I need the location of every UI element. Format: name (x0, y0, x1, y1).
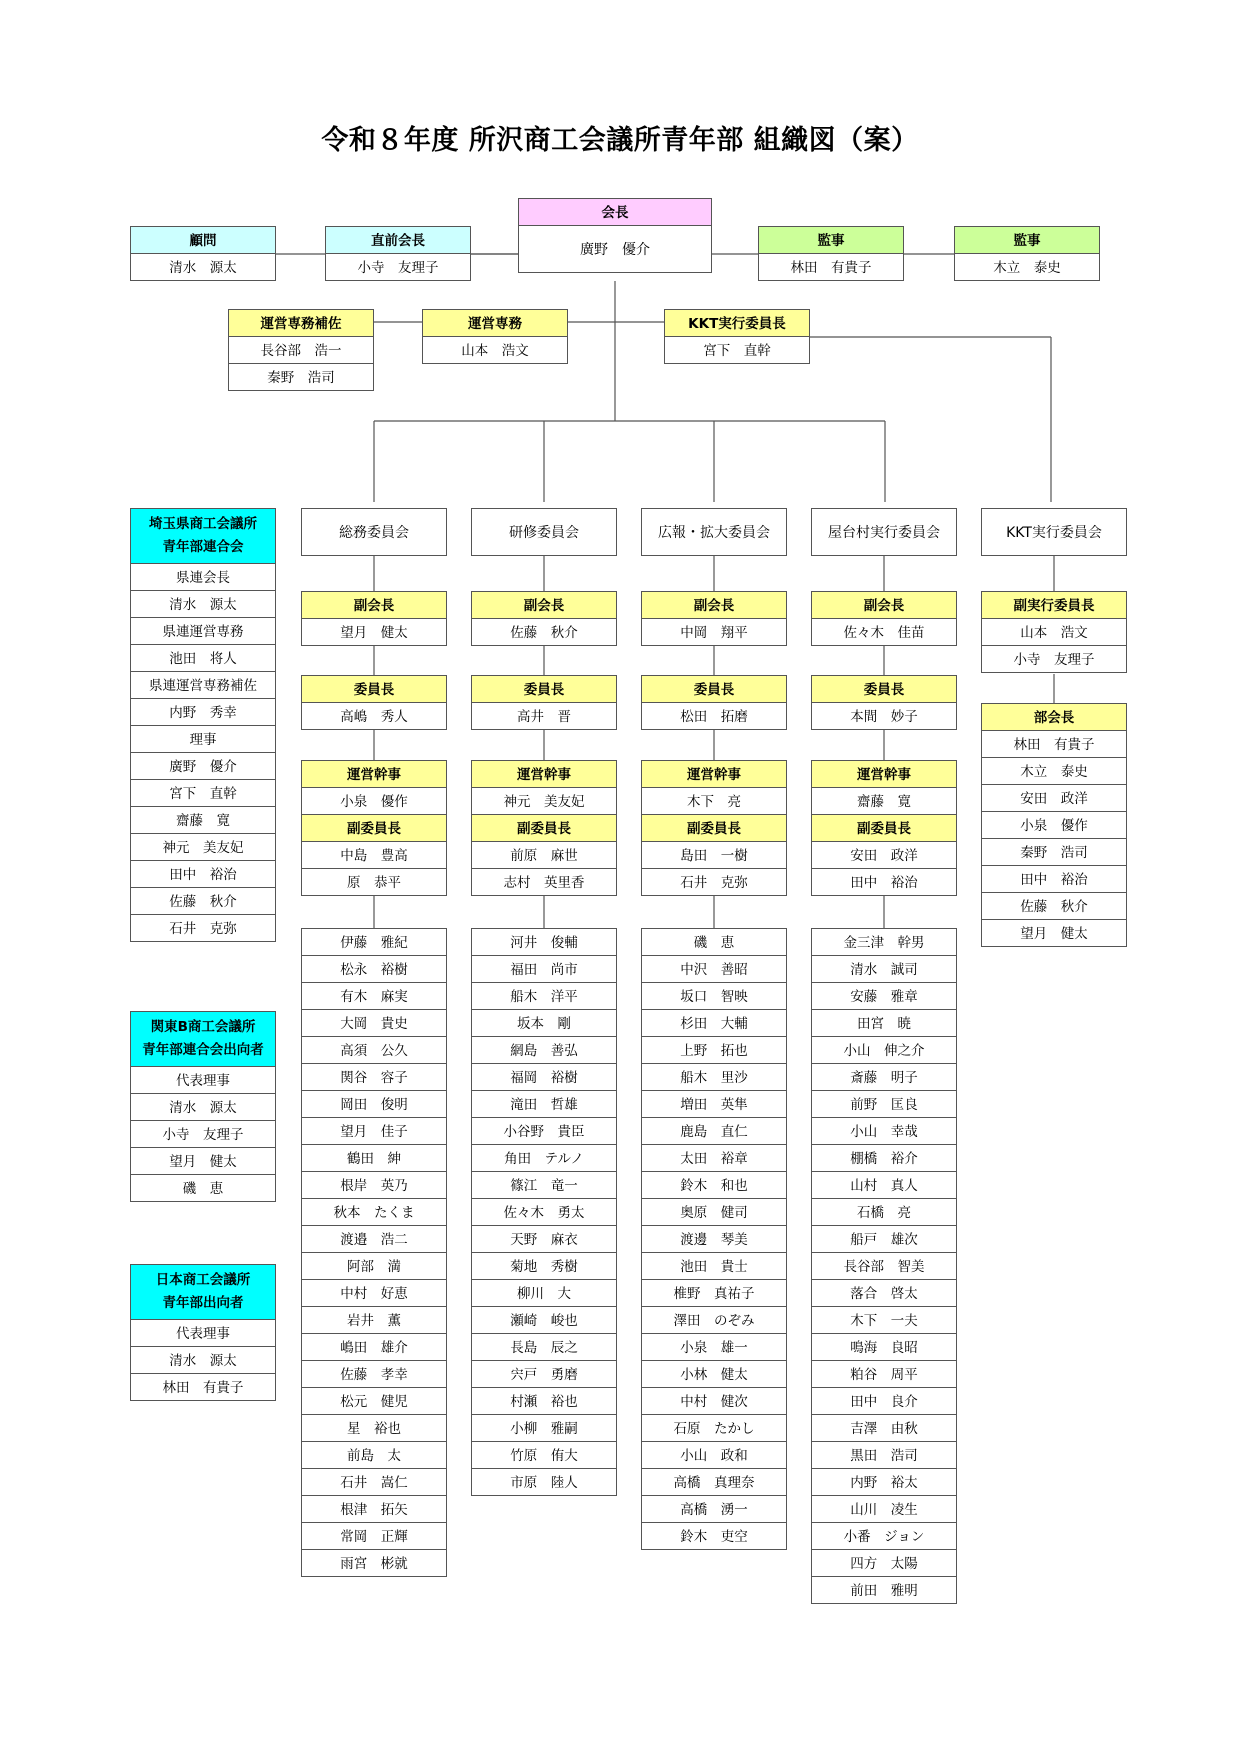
member-name: 鹿島 直仁 (641, 1117, 787, 1145)
chairperson-role: 委員長 (301, 675, 447, 703)
member-name: 長谷部 智美 (811, 1252, 957, 1280)
chairperson-box (471, 675, 617, 730)
japan-chamber-box-title (130, 1264, 276, 1320)
manager-box (301, 760, 447, 896)
member-name: 根岸 英乃 (301, 1171, 447, 1199)
member-name: 田中 良介 (811, 1387, 957, 1415)
member-name: 小谷野 貴臣 (471, 1117, 617, 1145)
saitama-federation-box-role: 県連運営専務補佐 (130, 671, 276, 699)
member-name: 竹原 侑大 (471, 1441, 617, 1469)
exec-assistant-box-name: 秦野 浩司 (228, 363, 374, 391)
manager-role: 運営幹事 (641, 760, 787, 788)
saitama-federation-box-name: 宮下 直幹 (130, 779, 276, 807)
member-list (471, 928, 617, 1496)
kkt-dept-name: 安田 政洋 (981, 784, 1127, 812)
member-name: 上野 拓也 (641, 1036, 787, 1064)
member-name: 宍戸 勇磨 (471, 1360, 617, 1388)
saitama-federation-box-role: 県連運営専務 (130, 617, 276, 645)
member-name: 小山 政和 (641, 1441, 787, 1469)
member-list (301, 928, 447, 1577)
member-name: 小柳 雅嗣 (471, 1414, 617, 1442)
member-name: 内野 裕太 (811, 1468, 957, 1496)
kkt-chair-box-role: KKT実行委員長 (664, 309, 810, 337)
manager-name: 神元 美友妃 (471, 787, 617, 815)
chairperson-name: 高嶋 秀人 (301, 702, 447, 730)
member-name: 有木 麻実 (301, 982, 447, 1010)
member-name: 嶋田 雄介 (301, 1333, 447, 1361)
member-list (641, 928, 787, 1550)
saitama-federation-box-title-line: 青年部連合会 (162, 539, 244, 555)
member-name: 佐藤 孝幸 (301, 1360, 447, 1388)
kanto-b-federation-box-name: 望月 健太 (130, 1147, 276, 1175)
page-title: 令和８年度 所沢商工会議所青年部 組織図（案） (321, 125, 919, 156)
chairperson-name: 本間 妙子 (811, 702, 957, 730)
past-chairman-box (325, 226, 471, 281)
auditor2-box-name: 木立 泰史 (954, 253, 1100, 281)
member-name: 鳴海 良昭 (811, 1333, 957, 1361)
past-chairman-box-name: 小寺 友理子 (325, 253, 471, 281)
member-name: 前野 匡良 (811, 1090, 957, 1118)
member-name: 岡田 俊明 (301, 1090, 447, 1118)
advisor-box-role: 顧問 (130, 226, 276, 254)
member-name: 瀬崎 峻也 (471, 1306, 617, 1334)
vice-chair-name: 原 恭平 (301, 868, 447, 896)
member-name: 磯 恵 (641, 928, 787, 956)
member-list (811, 928, 957, 1604)
member-name: 杉田 大輔 (641, 1009, 787, 1037)
member-name: 前島 太 (301, 1441, 447, 1469)
member-name: 斎藤 明子 (811, 1063, 957, 1091)
vice-chair-role: 副委員長 (471, 814, 617, 842)
auditor2-box (954, 226, 1100, 281)
kkt-chair-box-name: 宮下 直幹 (664, 336, 810, 364)
saitama-federation-box-role: 理事 (130, 725, 276, 753)
saitama-federation-box-name: 内野 秀幸 (130, 698, 276, 726)
chairperson-name: 松田 拓磨 (641, 702, 787, 730)
saitama-federation-box (130, 508, 276, 942)
member-name: 山村 真人 (811, 1171, 957, 1199)
committee-name: 研修委員会 (471, 508, 617, 556)
vice-chairman-name: 佐藤 秋介 (471, 618, 617, 646)
saitama-federation-box-name: 佐藤 秋介 (130, 887, 276, 915)
manager-name: 小泉 優作 (301, 787, 447, 815)
manager-box (471, 760, 617, 896)
saitama-federation-box-name: 池田 将人 (130, 644, 276, 672)
member-name: 安藤 雅章 (811, 982, 957, 1010)
member-name: 高橋 湧一 (641, 1495, 787, 1523)
chairman-name: 廣野 優介 (518, 225, 712, 273)
auditor1-box-name: 林田 有貴子 (758, 253, 904, 281)
member-name: 佐々木 勇太 (471, 1198, 617, 1226)
kanto-b-federation-box-name: 清水 源太 (130, 1093, 276, 1121)
member-name: 角田 テルノ (471, 1144, 617, 1172)
member-name: 坂口 智映 (641, 982, 787, 1010)
vice-chairman-role: 副会長 (641, 591, 787, 619)
member-name: 渡邉 浩二 (301, 1225, 447, 1253)
member-name: 船木 里沙 (641, 1063, 787, 1091)
member-name: 椎野 真祐子 (641, 1279, 787, 1307)
saitama-federation-box-role: 県連会長 (130, 563, 276, 591)
member-name: 棚橋 裕介 (811, 1144, 957, 1172)
chairperson-role: 委員長 (471, 675, 617, 703)
committee-name: 屋台村実行委員会 (811, 508, 957, 556)
member-name: 中村 好恵 (301, 1279, 447, 1307)
member-name: 関谷 容子 (301, 1063, 447, 1091)
japan-chamber-box-name: 林田 有貴子 (130, 1373, 276, 1401)
member-name: 市原 陸人 (471, 1468, 617, 1496)
exec-director-box-name: 山本 浩文 (422, 336, 568, 364)
vice-chairman-box (471, 591, 617, 646)
member-name: 船木 洋平 (471, 982, 617, 1010)
manager-name: 齋藤 寛 (811, 787, 957, 815)
kanto-b-federation-box (130, 1011, 276, 1202)
member-name: 粕谷 周平 (811, 1360, 957, 1388)
member-name: 菊地 秀樹 (471, 1252, 617, 1280)
member-name: 柳川 大 (471, 1279, 617, 1307)
japan-chamber-box-name: 清水 源太 (130, 1346, 276, 1374)
member-name: 清水 誠司 (811, 955, 957, 983)
member-name: 石原 たかし (641, 1414, 787, 1442)
member-name: 村瀬 裕也 (471, 1387, 617, 1415)
member-name: 石井 嵩仁 (301, 1468, 447, 1496)
kanto-b-federation-box-title-line: 関東B商工会議所 (150, 1019, 256, 1035)
exec-director-box-role: 運営専務 (422, 309, 568, 337)
member-name: 金三津 幹男 (811, 928, 957, 956)
vice-chairman-role: 副会長 (301, 591, 447, 619)
japan-chamber-box (130, 1264, 276, 1401)
vice-chairman-box (641, 591, 787, 646)
japan-chamber-box-role: 代表理事 (130, 1319, 276, 1347)
kkt-vice-role: 副実行委員長 (981, 591, 1127, 619)
vice-chairman-box (301, 591, 447, 646)
manager-box (641, 760, 787, 896)
kkt-vice-box (981, 591, 1127, 673)
member-name: 網島 善弘 (471, 1036, 617, 1064)
manager-role: 運営幹事 (471, 760, 617, 788)
member-name: 天野 麻衣 (471, 1225, 617, 1253)
chairman-role: 会長 (518, 198, 712, 226)
vice-chair-name: 石井 克弥 (641, 868, 787, 896)
member-name: 雨宮 彬就 (301, 1549, 447, 1577)
member-name: 鈴木 吏空 (641, 1522, 787, 1550)
member-name: 松永 裕樹 (301, 955, 447, 983)
saitama-federation-box-title (130, 508, 276, 564)
chairperson-box (811, 675, 957, 730)
member-name: 福田 尚市 (471, 955, 617, 983)
member-name: 吉澤 由秋 (811, 1414, 957, 1442)
exec-assistant-box (228, 309, 374, 391)
kkt-dept-box (981, 703, 1127, 947)
member-name: 奥原 健司 (641, 1198, 787, 1226)
member-name: 増田 英隼 (641, 1090, 787, 1118)
member-name: 篠江 竜一 (471, 1171, 617, 1199)
kkt-dept-name: 林田 有貴子 (981, 730, 1127, 758)
vice-chair-name: 中島 豊高 (301, 841, 447, 869)
member-name: 池田 貴士 (641, 1252, 787, 1280)
member-name: 太田 裕章 (641, 1144, 787, 1172)
member-name: 小林 健太 (641, 1360, 787, 1388)
member-name: 小山 伸之介 (811, 1036, 957, 1064)
vice-chair-name: 島田 一樹 (641, 841, 787, 869)
auditor1-box-role: 監事 (758, 226, 904, 254)
saitama-federation-box-name: 神元 美友妃 (130, 833, 276, 861)
member-name: 長島 辰之 (471, 1333, 617, 1361)
vice-chair-name: 志村 英里香 (471, 868, 617, 896)
member-name: 望月 佳子 (301, 1117, 447, 1145)
kkt-vice-name: 山本 浩文 (981, 618, 1127, 646)
member-name: 石橋 亮 (811, 1198, 957, 1226)
committee-header-box (641, 508, 787, 556)
committee-header-box (811, 508, 957, 556)
member-name: 中沢 善昭 (641, 955, 787, 983)
japan-chamber-box-title-line: 青年部出向者 (162, 1295, 244, 1311)
saitama-federation-box-name: 廣野 優介 (130, 752, 276, 780)
vice-chair-name: 前原 麻世 (471, 841, 617, 869)
chairperson-role: 委員長 (811, 675, 957, 703)
japan-chamber-box-title-line: 日本商工会議所 (155, 1272, 251, 1288)
kanto-b-federation-box-title (130, 1011, 276, 1067)
vice-chair-name: 田中 裕治 (811, 868, 957, 896)
member-name: 鶴田 紳 (301, 1144, 447, 1172)
advisor-box (130, 226, 276, 281)
kanto-b-federation-box-role: 代表理事 (130, 1066, 276, 1094)
chairperson-role: 委員長 (641, 675, 787, 703)
kkt-dept-name: 木立 泰史 (981, 757, 1127, 785)
member-name: 山川 凌生 (811, 1495, 957, 1523)
saitama-federation-box-name: 石井 克弥 (130, 914, 276, 942)
kkt-committee-name: KKT実行委員会 (981, 508, 1127, 556)
auditor1-box (758, 226, 904, 281)
exec-assistant-box-role: 運営専務補佐 (228, 309, 374, 337)
kkt-vice-name: 小寺 友理子 (981, 645, 1127, 673)
vice-chairman-name: 佐々木 佳苗 (811, 618, 957, 646)
kkt-dept-name: 秦野 浩司 (981, 838, 1127, 866)
kkt-chair-box (664, 309, 810, 364)
member-name: 高須 公久 (301, 1036, 447, 1064)
member-name: 田宮 暁 (811, 1009, 957, 1037)
committee-header-box (471, 508, 617, 556)
member-name: 滝田 哲雄 (471, 1090, 617, 1118)
saitama-federation-box-name: 清水 源太 (130, 590, 276, 618)
chairman-box (518, 198, 712, 273)
exec-assistant-box-name: 長谷部 浩一 (228, 336, 374, 364)
member-name: 岩井 薫 (301, 1306, 447, 1334)
committee-name: 総務委員会 (301, 508, 447, 556)
committee-name: 広報・拡大委員会 (641, 508, 787, 556)
chairperson-box (301, 675, 447, 730)
member-name: 星 裕也 (301, 1414, 447, 1442)
kkt-dept-role: 部会長 (981, 703, 1127, 731)
vice-chair-role: 副委員長 (811, 814, 957, 842)
member-name: 落合 啓太 (811, 1279, 957, 1307)
advisor-box-name: 清水 源太 (130, 253, 276, 281)
member-name: 河井 俊輔 (471, 928, 617, 956)
committee-header-box (301, 508, 447, 556)
member-name: 松元 健児 (301, 1387, 447, 1415)
saitama-federation-box-title-line: 埼玉県商工会議所 (149, 516, 257, 532)
kanto-b-federation-box-name: 磯 恵 (130, 1174, 276, 1202)
member-name: 根津 拓矢 (301, 1495, 447, 1523)
member-name: 澤田 のぞみ (641, 1306, 787, 1334)
member-name: 大岡 貴史 (301, 1009, 447, 1037)
chairperson-name: 高井 晋 (471, 702, 617, 730)
member-name: 小泉 雄一 (641, 1333, 787, 1361)
kkt-dept-name: 望月 健太 (981, 919, 1127, 947)
member-name: 前田 雅明 (811, 1576, 957, 1604)
member-name: 四方 太陽 (811, 1549, 957, 1577)
member-name: 坂本 剛 (471, 1009, 617, 1037)
member-name: 黒田 浩司 (811, 1441, 957, 1469)
past-chairman-box-role: 直前会長 (325, 226, 471, 254)
member-name: 船戸 雄次 (811, 1225, 957, 1253)
member-name: 伊藤 雅紀 (301, 928, 447, 956)
vice-chairman-name: 中岡 翔平 (641, 618, 787, 646)
kkt-committee-header-box (981, 508, 1127, 556)
member-name: 高橋 真理奈 (641, 1468, 787, 1496)
manager-role: 運営幹事 (301, 760, 447, 788)
kkt-dept-name: 小泉 優作 (981, 811, 1127, 839)
vice-chairman-box (811, 591, 957, 646)
vice-chair-name: 安田 政洋 (811, 841, 957, 869)
saitama-federation-box-name: 齋藤 寛 (130, 806, 276, 834)
manager-name: 木下 亮 (641, 787, 787, 815)
vice-chairman-name: 望月 健太 (301, 618, 447, 646)
chairperson-box (641, 675, 787, 730)
vice-chairman-role: 副会長 (471, 591, 617, 619)
saitama-federation-box-name: 田中 裕治 (130, 860, 276, 888)
kkt-dept-name: 田中 裕治 (981, 865, 1127, 893)
member-name: 小番 ジョン (811, 1522, 957, 1550)
member-name: 鈴木 和也 (641, 1171, 787, 1199)
member-name: 木下 一夫 (811, 1306, 957, 1334)
kanto-b-federation-box-title-line: 青年部連合会出向者 (142, 1042, 264, 1058)
member-name: 渡邊 琴美 (641, 1225, 787, 1253)
member-name: 秋本 たくま (301, 1198, 447, 1226)
member-name: 福岡 裕樹 (471, 1063, 617, 1091)
vice-chairman-role: 副会長 (811, 591, 957, 619)
vice-chair-role: 副委員長 (301, 814, 447, 842)
kanto-b-federation-box-name: 小寺 友理子 (130, 1120, 276, 1148)
exec-director-box (422, 309, 568, 364)
member-name: 阿部 満 (301, 1252, 447, 1280)
member-name: 常岡 正輝 (301, 1522, 447, 1550)
vice-chair-role: 副委員長 (641, 814, 787, 842)
kkt-dept-name: 佐藤 秋介 (981, 892, 1127, 920)
auditor2-box-role: 監事 (954, 226, 1100, 254)
manager-box (811, 760, 957, 896)
member-name: 小山 幸哉 (811, 1117, 957, 1145)
manager-role: 運営幹事 (811, 760, 957, 788)
member-name: 中村 健次 (641, 1387, 787, 1415)
